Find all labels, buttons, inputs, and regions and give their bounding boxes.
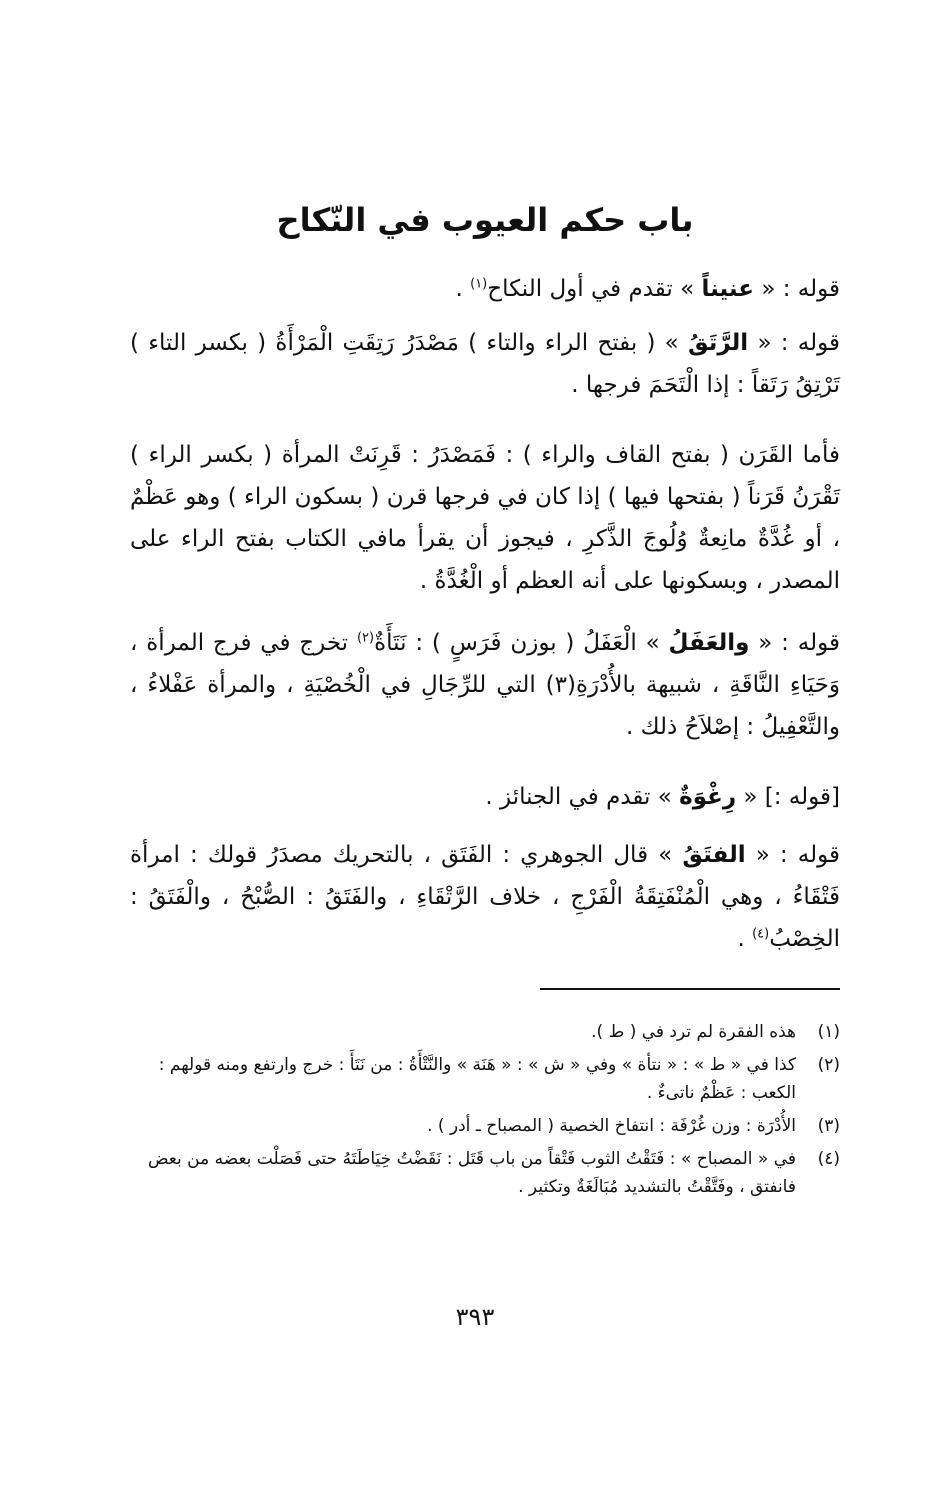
paragraph-text: » ( بفتح الراء والتاء ) مَصْدَرُ رَتِقَتِ الْمَرْأَةُ ( بكسر التاء ) تَرْتِقُ رَتَقاً : إذا الْتَحَمَ فرجها .	[130, 330, 840, 398]
footnote-text: كذا في « ط » : « نتأة » وفي « ش » : « هَنَة » والنَّتْأَةُ : من نَتَأَ : خرج وارتفع ومنه قولهم : الكعب : عَظْمٌ ناتىءٌ .	[158, 1055, 796, 1103]
paragraph-tail: تخرج في فرج المرأة ، وَحَيَاءِ النَّاقَةِ ، شبيهة بالأُدْرَةِ(٣) التي للرِّجَالِ في الْخُصْيَةِ ، والمرأة عَفْلاءُ ، والتَّعْفِيلُ : إصْلاَحُ ذلك .	[130, 630, 840, 740]
paragraph-lead: قوله : «	[754, 276, 840, 302]
page-number: ٣٩٣	[455, 1303, 495, 1331]
footnote-text: الأُدْرَة : وزن غُرْفَة : انتفاخ الخصية ( المصباح ـ أدر ) .	[427, 1116, 796, 1136]
paragraph-3	[130, 434, 840, 602]
footnote-text: هذه الفقرة لم ترد في ( ط ).	[591, 1022, 796, 1042]
paragraph-text: » الْعَفَلُ ( بوزن فَرَسٍ ) : نَتَأَةٌ	[374, 630, 669, 656]
paragraph-term: والعَفَلُ	[668, 630, 750, 656]
paragraph-4	[130, 622, 840, 748]
paragraph-lead: قوله : «	[748, 330, 840, 356]
paragraph-6	[130, 834, 840, 960]
footnote-3	[130, 1112, 840, 1140]
paragraph-term: عنيناً	[701, 276, 755, 302]
footnote-number: (١)	[817, 1022, 840, 1042]
paragraph-term: رِغْوَةٌ	[679, 784, 737, 810]
paragraph-lead: [قوله :] «	[736, 784, 840, 810]
paragraph-lead: قوله : «	[745, 842, 840, 868]
paragraph-text: » قال الجوهري : الفَتَق ، بالتحريك مصدَرُ قولك : امرأة فَتْقَاءُ ، وهي الْمُنْفَتِقَةُ الْفَرْجِ ، خلاف الرَّتْقَاءِ ، والفَتَقُ : الصُّبْحُ ، والْفَتَقُ : الخِصْبُ	[130, 842, 840, 952]
paragraph-text: » تقدم في الجنائز .	[485, 784, 680, 810]
paragraph-term: الفتَقُ	[682, 842, 746, 868]
footnote-2	[130, 1051, 840, 1107]
footnote-1	[130, 1018, 840, 1046]
paragraph-2	[130, 322, 840, 406]
paragraph-text: » تقدم في أول النكاح	[487, 276, 702, 302]
footnote-mark: (٤)	[752, 926, 770, 942]
footnote-number: (٢)	[817, 1055, 840, 1075]
footnote-mark: (٢)	[356, 630, 375, 646]
chapter-title: باب حكم العيوب في النّكاح	[276, 201, 694, 239]
footnotes	[130, 1018, 840, 1206]
paragraph-5	[130, 776, 840, 818]
paragraph-term: الرَّتَقُ	[688, 330, 749, 356]
footnote-mark: (١)	[470, 276, 488, 292]
footnote-separator	[540, 988, 840, 990]
paragraph-tail: .	[455, 276, 471, 302]
footnote-4	[130, 1145, 840, 1201]
paragraph-1	[130, 268, 840, 310]
footnote-number: (٣)	[817, 1116, 840, 1136]
paragraph-text: فأما القَرَن ( بفتح القاف والراء ) : فَمَصْدَرُ : قَرِنَتْ المرأة ( بكسر الراء ) تَقْرَنُ قَرَناً ( بفتحها فيها ) إذا كان في فرجها قرن ( بسكون الراء ) وهو عَظْمٌ ، أو غُدَّةٌ مانِعةٌ وُلُوجَ الذَّكرِ ، فيجوز أن يقرأ مافي الكتاب بفتح الراء على المصدر ، وبسكونها على أنه العظم أو الْغُدَّةُ .	[130, 442, 840, 594]
footnote-number: (٤)	[817, 1149, 840, 1169]
paragraph-lead: قوله : «	[749, 630, 840, 656]
paragraph-tail: .	[737, 926, 753, 952]
footnote-text: في « المصباح » : فَتَقْتُ الثوب فَتْقاً من باب قَتَل : نَقَضْتُ خِيَاطَتَهُ حتى فَصَلْت بعضه من بعض فانفتق ، وفَتَّقْتُ بالتشديد مُبَالَغَةٌ وتكثير .	[147, 1149, 796, 1197]
